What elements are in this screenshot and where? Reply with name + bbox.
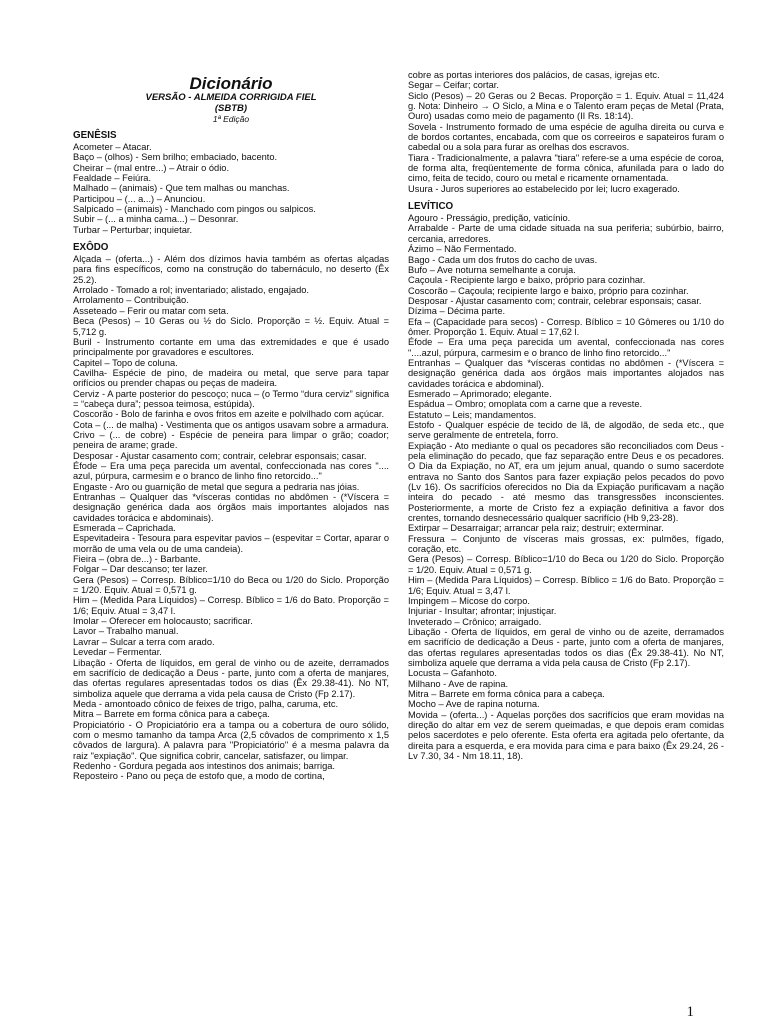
dictionary-entry: Entranhas – Qualquer das *vísceras contidas no abdômen - (*Víscera = designação genérica dada aos órgãos mais importantes alojados nas cavidades torácica e abdominal). (408, 357, 724, 389)
dictionary-entry: Efa – (Capacidade para secos) - Corresp. Bíblico = 10 Gômeres ou 1/10 do ômer. Proporção 1. Equiv. Atual = 17,62 l. (408, 316, 724, 337)
dictionary-entry: Segar – Ceifar; cortar. (408, 80, 499, 91)
dictionary-entry: Beca (Pesos) – 10 Geras ou ½ do Siclo. Proporção = ½. Equiv. Atual = 5,712 g. (73, 316, 389, 337)
dictionary-entry: Acometer – Atacar. (73, 142, 152, 152)
dictionary-entry: Dízima – Décima parte. (408, 306, 506, 317)
dictionary-entry: Fealdade – Feiúra. (73, 173, 152, 184)
dictionary-entry: Extirpar – Desarraigar; arrancar pela raiz; destruir; exterminar. (408, 523, 664, 534)
right-sections (408, 70, 724, 761)
dictionary-entry: Espádua – Ombro; omoplata com a carne que a reveste. (408, 399, 643, 410)
dictionary-entry: Subir – (... a minha cama...) – Desonrar. (73, 214, 239, 225)
dictionary-entry: Usura - Juros superiores ao estabelecido por lei; lucro exagerado. (408, 183, 680, 194)
dictionary-entry: Mitra – Barrete em forma cônica para a cabeça. (73, 709, 270, 720)
dictionary-section (73, 242, 389, 782)
dictionary-entry: Agouro - Presságio, predição, vaticínio. (408, 213, 571, 224)
dictionary-entry: Turbar – Perturbar; inquietar. (73, 224, 193, 235)
dictionary-entry: Him – (Medida Para Líquidos) – Corresp. Bíblico = 1/6 do Bato. Proporção = 1/6; Equiv. Atual = 3,47 l. (73, 595, 389, 616)
dictionary-entry: Arrolado - Tomado a rol; inventariado; alistado, engajado. (73, 285, 310, 296)
dictionary-entry: Éfode – Era uma peça parecida um avental, confeccionada nas cores "....azul, púrpura, carmesim e o branco de linho fino retorcido..." (408, 337, 724, 358)
dictionary-entry: Arrabalde - Parte de uma cidade situada na sua periferia; subúrbio, bairro, cercania, arredores. (408, 223, 724, 244)
dictionary-entry: Esmerado – Aprimorado; elegante. (408, 388, 552, 399)
dictionary-entry: Buril - Instrumento cortante em uma das extremidades e que é usado principalmente por gravadores e escultores. (73, 336, 389, 358)
dictionary-entry: Espevitadeira - Tesoura para espevitar pavios – (espevitar = Cortar, aparar o morrão de uma vela ou de uma candeia). (73, 533, 389, 554)
dictionary-entry: Milhano - Ave de rapina. (408, 678, 509, 689)
dictionary-entry: Meda - amontoado cônico de feixes de trigo, palha, caruma, etc. (73, 698, 339, 709)
dictionary-entry: Gera (Pesos) – Corresp. Bíblico=1/10 do Beca ou 1/20 do Siclo. Proporção = 1/20. Equiv. Atual = 0,571 g. (73, 574, 389, 596)
dictionary-entry: Libação - Oferta de líquidos, em geral de vinho ou de azeite, derramados em sacrifício de dedicação a Deus - parte, junto com a oferta de manjares, das ofertas regulares apresentadas todos os dias (Êx 29.38-41). No NT, simboliza aquele que derrama a vida pela causa de Cristo (Fp 2.17). (408, 626, 724, 668)
dictionary-entry: Alçada – (oferta...) - Além dos dízimos havia também as ofertas alçadas para fins específicos, como na construção do tabernáculo, no deserto (Êx 25.2). (73, 254, 389, 285)
dictionary-entry: Ázimo – Não Fermentado. (408, 244, 517, 255)
dictionary-entry: Libação - Oferta de líquidos, em geral de vinho ou de azeite, derramados em sacrifício de dedicação a Deus - parte, junto com a oferta de manjares, das ofertas regulares apresentadas todos os dias (Êx 29.38-41). No NT, simboliza aquele que derrama a vida pela causa de Cristo (Fp 2.17). (73, 657, 389, 699)
dictionary-entry: Malhado – (animais) - Que tem malhas ou manchas. (73, 183, 290, 194)
document-subtitle: VERSÃO - ALMEIDA CORRIGIDA FIEL (145, 92, 317, 103)
dictionary-entry: Estatuto – Leis; mandamentos. (408, 409, 537, 420)
dictionary-entry: Coscorão - Bolo de farinha e ovos fritos em azeite e polvilhado com açúcar. (73, 409, 385, 420)
document-header (73, 74, 389, 124)
dictionary-entry: Participou – (... a...) – Anunciou. (73, 193, 206, 204)
dictionary-entry: Cheirar – (mal entre...) – Atrair o ódio. (73, 162, 230, 173)
dictionary-entry: Esmerada – Caprichada. (73, 523, 176, 534)
dictionary-entry: Éfode – Era uma peça parecida um avental, confeccionada nas cores ".... azul, púrpura, carmesim e o branco de linho fino retorcido..." (73, 460, 389, 482)
dictionary-entry: Imolar – Oferecer em holocausto; sacrificar. (73, 616, 253, 627)
dictionary-entry: Redenho - Gordura pegada aos intestinos dos animais; barriga. (73, 760, 336, 771)
page-number: 1 (686, 1004, 694, 1020)
dictionary-entry: Reposteiro - Pano ou peça de estofo que, a modo de cortina, (73, 771, 325, 782)
dictionary-entry: Lavrar – Sulcar a terra com arado. (73, 636, 215, 647)
dictionary-entry: Cavilha- Espécie de pino, de madeira ou metal, que serve para tapar orifícios ou prender chapas ou peças de madeira. (73, 367, 389, 389)
dictionary-entry: Folgar – Dar descanso; ter lazer. (73, 564, 208, 575)
dictionary-entry: Salpicado – (animais) - Manchado com pingos ou salpicos. (73, 204, 316, 215)
dictionary-entry: Impingem – Micose do corpo. (408, 595, 530, 606)
dictionary-entry: Bufo – Ave noturna semelhante a coruja. (408, 264, 576, 275)
dictionary-entry: Desposar - Ajustar casamento com; contrair, celebrar esponsais; casar. (73, 450, 367, 461)
dictionary-entry: Sovela - Instrumento formado de uma espécie de agulha direita ou curva e de bordos cortantes, encabada, com que os correeiros e sapateiros furam o cabedal ou a sola para furar as orelhas dos escravos. (408, 121, 724, 153)
dictionary-entry: Baço – (olhos) - Sem brilho; embaciado, bacento. (73, 152, 278, 163)
dictionary-entry: Locusta – Gafanhoto. (408, 668, 497, 679)
document-edition: 1ª Edição (212, 114, 250, 124)
dictionary-entry: Expiação - Ato mediante o qual os pecadores são reconciliados com Deus - pela eliminação do pecado, que faz separação entre Deus e os pecadores. O Dia da Expiação, no AT, era um jejum anual, quando o sumo sacerdote entrava no Santo dos Santos para fazer expiação pelos pecados do povo (Lv 16). Os sacrifícios oferecidos no Dia da Expiação purificavam a nação inteira do pecado - até mesmo das transgressões inconscientes. Posteriormente, a morte de Cristo fez a expiação definitiva a favor dos crentes, tornando desnecessário qualquer sacrifício (Hb 9,23-28). (408, 440, 724, 524)
section-heading: EXÔDO (73, 242, 109, 254)
left-sections (73, 130, 389, 782)
left-column (73, 70, 389, 782)
dictionary-entry: Cota – (... de malha) - Vestimenta que os antigos usavam sobre a armadura. (73, 419, 389, 430)
dictionary-entry: cobre as portas interiores dos palácios, de casas, igrejas etc. (408, 70, 660, 80)
dictionary-section (408, 70, 724, 194)
right-column (408, 70, 724, 761)
section-heading: GENÊSIS (73, 130, 117, 141)
dictionary-entry: Lavor – Trabalho manual. (73, 626, 179, 637)
dictionary-entry: Fressura – Conjunto de vísceras mais grossas, ex: pulmões, fígado, coração, etc. (408, 533, 724, 555)
dictionary-entry: Asseteado – Ferir ou matar com seta. (73, 305, 229, 316)
dictionary-entry: Coscorão – Caçoula; recipiente largo e baixo, próprio para cozinhar. (408, 285, 689, 296)
dictionary-entry: Estofo - Qualquer espécie de tecido de lã, de algodão, de seda etc., que serve geralmente de entretela, forro. (408, 420, 724, 441)
dictionary-section (408, 201, 724, 761)
dictionary-entry: Him – (Medida Para Líquidos) – Corresp. Bíblico = 1/6 do Bato. Proporção = 1/6; Equiv. Atual = 3,47 l. (408, 575, 724, 596)
document-subtitle-publisher: (SBTB) (214, 102, 248, 114)
dictionary-entry: Gera (Pesos) – Corresp. Bíblico=1/10 do Beca ou 1/20 do Siclo. Proporção = 1/20. Equiv. Atual = 0,571 g. (408, 554, 724, 575)
dictionary-entry: Caçoula - Recipiente largo e baixo, próprio para cozinhar. (408, 275, 646, 286)
dictionary-entry: Siclo (Pesos) – 20 Geras ou 2 Becas. Proporção = 1. Equiv. Atual = 11,424 g. Nota: Dinheiro → O Siclo, a Mina e o Talento eram peças de Metal (Prata, Ouro) usadas como meio de pagamento (II Rs. 18:14). (408, 90, 724, 122)
dictionary-entry: Capitel – Topo de coluna. (73, 357, 178, 368)
dictionary-entry: Tiara - Tradicionalmente, a palavra "tiara" refere-se a uma espécie de coroa, de forma alta, freqüentemente de forma cônica, afunilada para o lado do cimo, feita de tecido, couro ou metal e ricamente ornamentada. (408, 152, 724, 184)
dictionary-entry: Mitra – Barrete em forma cônica para a cabeça. (408, 688, 605, 699)
dictionary-entry: Engaste - Aro ou guarnição de metal que segura a pedraria nas jóias. (73, 481, 360, 492)
section-heading: LEVÍTICO (408, 201, 454, 213)
dictionary-entry: Mocho – Ave de rapina noturna. (408, 699, 540, 710)
dictionary-entry: Movida – (oferta...) - Aquelas porções dos sacrifícios que eram movidas na direção do altar em vez de serem queimadas, e que depois eram comidas pelos sacerdotes e pelo oferente. Esta oferta era agitada pelo ofertante, da direita para a esquerda, e era movida para cima e para baixo (Êx 29.24, 26 - Lv 7.30, 34 - Nm 18.11, 18). (408, 709, 724, 761)
dictionary-entry: Crivo – (... de cobre) - Espécie de peneira para limpar o grão; coador; peneira de arame; grade. (73, 429, 389, 451)
dictionary-section (73, 130, 389, 235)
dictionary-entry: Propiciatório - O Propiciatório era a tampa ou a cobertura de ouro sólido, com o mesmo tamanho da tampa Arca (2,5 côvados de comprimento x 1,5 côvados de largura). A palavra para "Propiciatório" é a mesma palavra da raiz "expiação". Que significa cobrir, cancelar, satisfazer, ou limpar. (73, 719, 389, 761)
dictionary-entry: Arrolamento – Contribuição. (73, 295, 189, 306)
dictionary-entry: Inveterado – Crônico; arraigado. (408, 616, 542, 627)
dictionary-entry: Entranhas – Qualquer das *vísceras contidas no abdômen - (*Víscera = designação genérica dada aos órgãos mais importantes alojados nas cavidades torácica e abdominais). (73, 492, 389, 523)
document-title: Dicionário (189, 74, 273, 93)
dictionary-entry: Desposar - Ajustar casamento com; contrair, celebrar esponsais; casar. (408, 295, 702, 306)
dictionary-entry: Injuriar - Insultar; afrontar; injustiçar. (408, 606, 557, 617)
dictionary-entry: Fieira – (obra de...) - Barbante. (73, 554, 201, 565)
dictionary-entry: Levedar – Fermentar. (73, 647, 162, 658)
dictionary-entry: Bago - Cada um dos frutos do cacho de uvas. (408, 254, 598, 265)
dictionary-entry: Cerviz - A parte posterior do pescoço; nuca – (o Termo “dura cerviz” significa = “cabeça dura”; pessoa teimosa, estúpida). (73, 388, 389, 409)
